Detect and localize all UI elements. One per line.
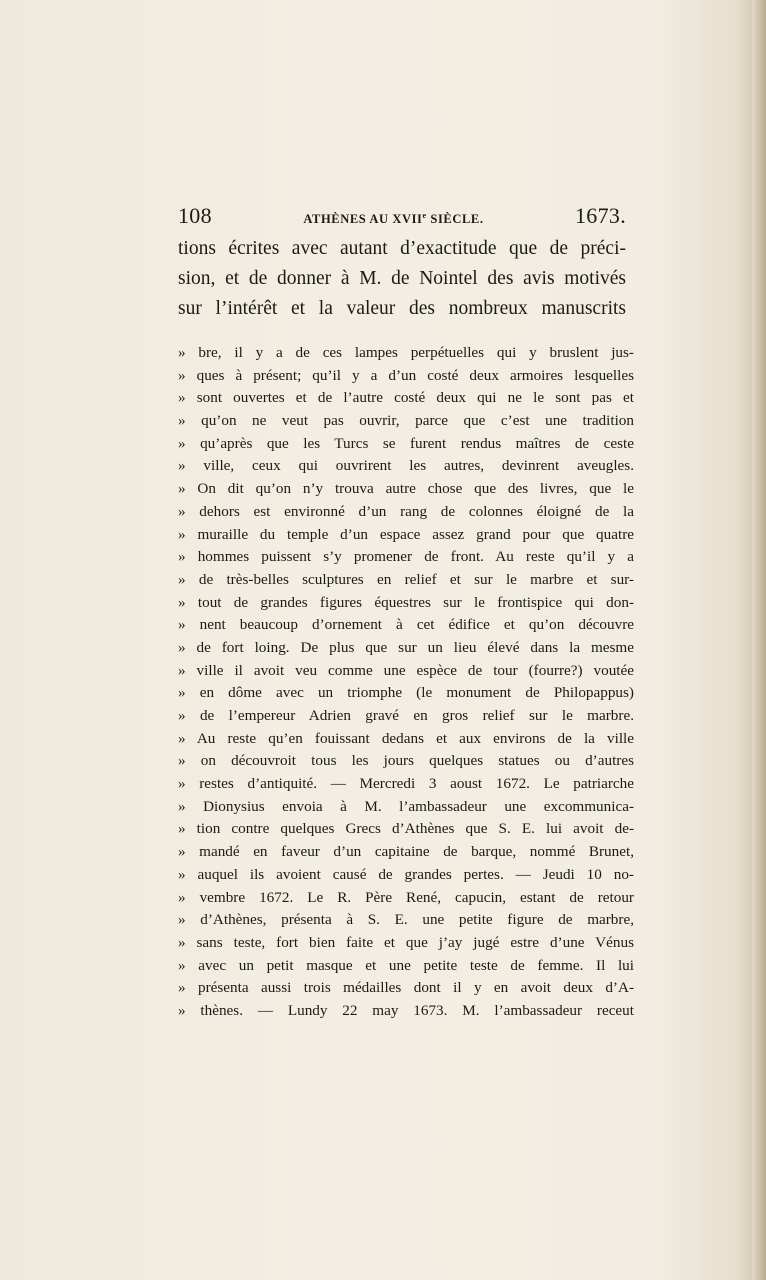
quote-line: » de l’empereur Adrien gravé en gros relief sur le marbre. xyxy=(178,707,634,724)
quote-line: » tout de grandes figures équestres sur le frontispice qui don- xyxy=(178,593,634,611)
quote-line: » en dôme avec un triomphe (le monument de Philopappus) xyxy=(178,684,634,702)
quote-line: » thènes. — Lundy 22 may 1673. M. l’ambassadeur receut xyxy=(178,1001,634,1019)
quote-line: » qu’après que les Turcs se furent rendus maîtres de ceste xyxy=(178,434,634,452)
main-paragraph xyxy=(178,234,626,324)
quote-line: » mandé en faveur d’un capitaine de barque, nommé Brunet, xyxy=(178,843,634,861)
quote-line: » ville il avoit veu comme une espèce de tour (fourre?) voutée xyxy=(178,661,634,679)
quote-line: » d’Athènes, présenta à S. E. une petite figure de marbre, xyxy=(178,911,634,929)
running-title-suffix: SIÈCLE. xyxy=(426,212,484,226)
quote-line: » présenta aussi trois médailles dont il y en avoit deux d’A- xyxy=(178,979,634,997)
quote-line: » Au reste qu’en fouissant dedans et aux environs de la ville xyxy=(178,729,634,747)
quote-line: » avec un petit masque et une petite teste de femme. Il lui xyxy=(178,956,634,974)
running-title-prefix: ATHÈNES AU XVII xyxy=(303,212,423,226)
quote-line: » sans teste, fort bien faite et que j’ay jugé estre d’une Vénus xyxy=(178,933,634,951)
quote-line: » muraille du temple d’un espace assez grand pour que quatre xyxy=(178,525,634,543)
main-line: sur l’intérêt et la valeur des nombreux manuscrits xyxy=(178,298,626,319)
main-line: tions écrites avec autant d’exactitude que de préci- xyxy=(178,238,626,259)
header-year: 1673. xyxy=(575,203,626,228)
quote-line: » hommes puissent s’y promener de front. Au reste qu’il y a xyxy=(178,548,634,566)
page-number: 108 xyxy=(178,203,212,228)
quote-line: » on découvroit tous les jours quelques statues ou d’autres xyxy=(178,752,634,770)
quote-line: » de fort loing. De plus que sur un lieu élevé dans la mesme xyxy=(178,638,634,656)
quote-line: » tion contre quelques Grecs d’Athènes que S. E. lui avoit de- xyxy=(178,820,634,838)
quote-line: » sont ouvertes et de l’autre costé deux qui ne le sont pas et xyxy=(178,389,634,407)
running-header xyxy=(178,203,626,233)
quote-line: » bre, il y a de ces lampes perpétuelles qui y bruslent jus- xyxy=(178,344,634,361)
page-edge xyxy=(752,0,766,1280)
running-title xyxy=(303,211,483,227)
main-line: sion, et de donner à M. de Nointel des avis motivés xyxy=(178,268,626,289)
quote-line: » dehors est environné d’un rang de colonnes éloigné de la xyxy=(178,502,634,520)
quote-line: » ques à présent; qu’il y a d’un costé deux armoires lesquelles xyxy=(178,366,634,384)
quote-line: » ville, ceux qui ouvrirent les autres, devinrent aveugles. xyxy=(178,457,634,475)
quote-line: » auquel ils avoient causé de grandes pertes. — Jeudi 10 no- xyxy=(178,865,634,883)
quote-line: » nent beaucoup d’ornement à cet édifice et qu’on découvre xyxy=(178,616,634,634)
quoted-passage xyxy=(178,342,634,1023)
quote-line: » de très-belles sculptures en relief et sur le marbre et sur- xyxy=(178,570,634,588)
quote-line: » restes d’antiquité. — Mercredi 3 aoust 1672. Le patriarche xyxy=(178,775,634,793)
quote-line: » qu’on ne veut pas ouvrir, parce que c’est une tradition xyxy=(178,412,634,430)
running-title-superscript: e xyxy=(422,210,427,220)
quote-line: » Dionysius envoia à M. l’ambassadeur une excommunica- xyxy=(178,797,634,815)
quote-line: » On dit qu’on n’y trouva autre chose que des livres, que le xyxy=(178,480,634,498)
quote-line: » vembre 1672. Le R. Père René, capucin, estant de retour xyxy=(178,888,634,906)
